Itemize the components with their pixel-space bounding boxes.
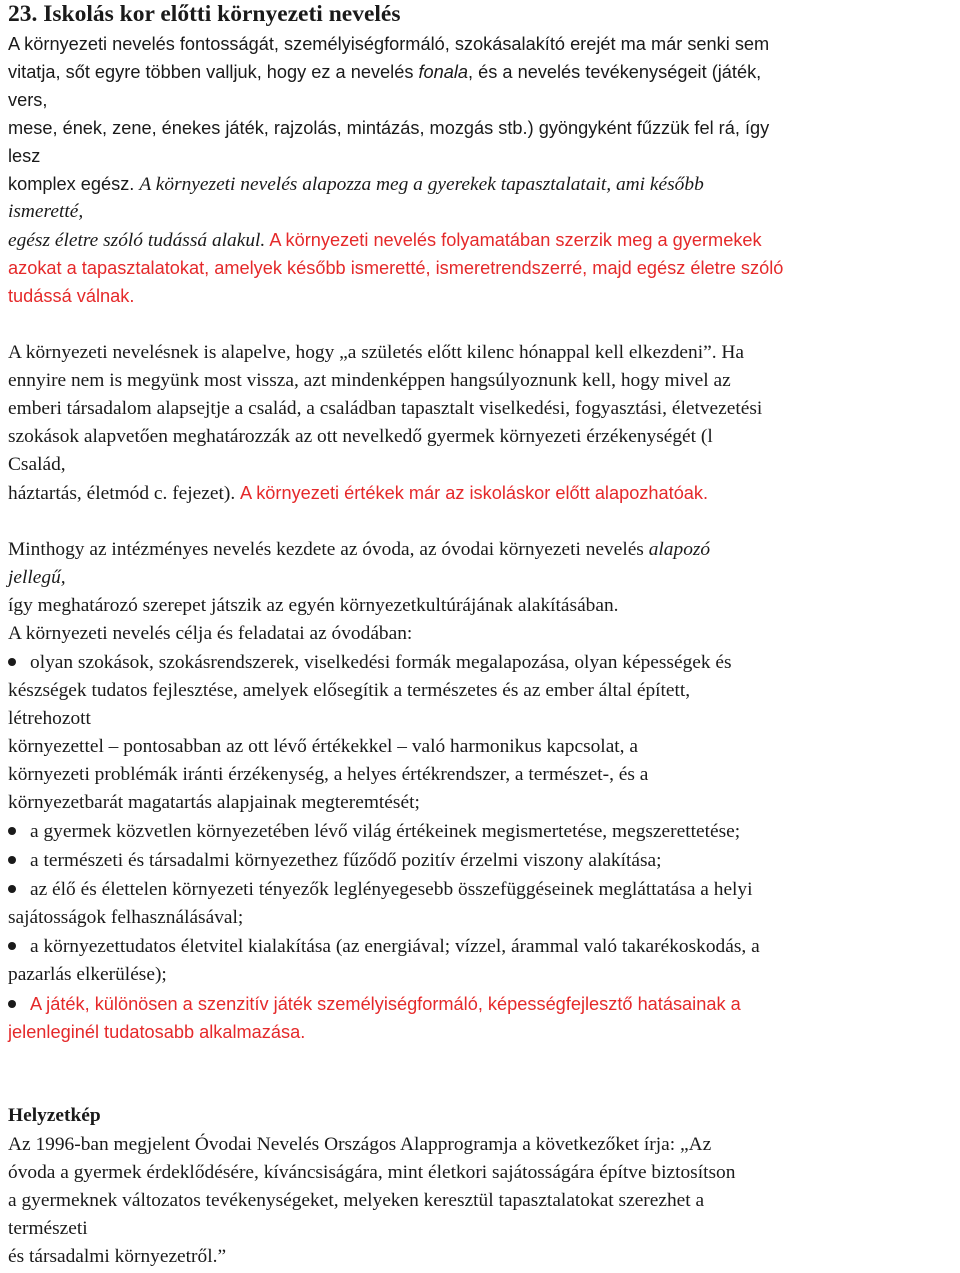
paragraph-2-line-3: emberi társadalom alapsejtje a család, a családban tapasztalt viselkedési, fogyasztási, életvezetési (8, 398, 763, 419)
italic-statement-end: egész életre szóló tudássá alakul. (8, 230, 266, 251)
bullet-4-line-1 (8, 876, 753, 904)
paragraph-2-line-2: ennyire nem is megyünk most vissza, azt mindenképpen hangsúlyoznunk kell, hogy mivel az (8, 370, 731, 391)
paragraph-2-line-6 (8, 479, 708, 508)
paragraph-1-line-10: tudássá válnak. (8, 286, 135, 306)
paragraph-1-line-1: A környezeti nevelés fontosságát, személyiségformáló, szokásalakító erejét ma már senki sem (8, 34, 770, 54)
paragraph-1-line-6 (8, 170, 704, 199)
paragraph-3-line-2: jellegű, (8, 567, 66, 588)
paragraph-1-line-7: ismeretté, (8, 201, 84, 222)
paragraph-1-line-2 (8, 58, 761, 86)
bullet-1-line-6: környezetbarát magatartás alapjainak megteremtését; (8, 792, 420, 813)
helyzetkep-line-5: és társadalmi környezetről.” (8, 1246, 227, 1267)
bullet-icon (8, 933, 30, 961)
paragraph-3-line-1 (8, 536, 710, 564)
bullet-text: az élő és élettelen környezeti tényezők leglényegesebb összefüggéseinek megláttatása a helyi (30, 879, 753, 900)
bullet-2 (8, 818, 740, 846)
text-run: vitatja, sőt egyre többen valljuk, hogy ez a nevelés (8, 62, 419, 82)
page-title: 23. Iskolás kor előtti környezeti nevelés (8, 1, 401, 27)
bullet-text: a környezettudatos életvitel kialakítása (az energiával; vízzel, árammal való takarékoskodás, a (30, 936, 760, 957)
bullet-4-line-2: sajátosságok felhasználásával; (8, 907, 244, 928)
helyzetkep-line-2: óvoda a gyermek érdeklődésére, kíváncsiságára, mint életkori sajátosságára építve biztosítson (8, 1162, 736, 1183)
red-statement: A környezeti értékek már az iskoláskor előtt alapozhatóak. (240, 483, 709, 503)
section-heading-helyzetkep: Helyzetkép (8, 1105, 101, 1126)
italic-statement: A környezeti nevelés alapozza meg a gyerekek tapasztalatait, ami később (139, 174, 704, 195)
text-run: komplex egész. (8, 174, 140, 194)
bullet-text: a gyermek közvetlen környezetében lévő világ értékeinek megismertetése, megszerettetése; (30, 821, 741, 842)
helyzetkep-line-1: Az 1996-ban megjelent Óvodai Nevelés Országos Alapprogramja a következőket írja: „Az (8, 1134, 712, 1155)
bullet-3 (8, 847, 662, 875)
bullet-text: a természeti és társadalmi környezethez fűződő pozitív érzelmi viszony alakítása; (30, 850, 662, 871)
paragraph-2-line-5: Család, (8, 454, 66, 475)
emphasis-fonala: fonala (418, 62, 469, 82)
bullet-1-line-1 (8, 649, 732, 677)
paragraph-1-line-8 (8, 226, 762, 255)
bullet-icon (8, 649, 30, 677)
paragraph-3-line-4: A környezeti nevelés célja és feladatai az óvodában: (8, 623, 413, 644)
helyzetkep-line-3: a gyermeknek változatos tevékenységeket, melyeken keresztül tapasztalatokat szerezhet a (8, 1190, 705, 1211)
bullet-5-line-2: pazarlás elkerülése); (8, 964, 167, 985)
helyzetkep-line-4: természeti (8, 1218, 88, 1239)
bullet-icon (8, 876, 30, 904)
bullet-1-line-2: készségek tudatos fejlesztése, amelyek elősegítik a természetes és az ember által épített, (8, 680, 691, 701)
paragraph-1-line-3: vers, (8, 90, 48, 110)
paragraph-1-line-4: mese, ének, zene, énekes játék, rajzolás, mintázás, mozgás stb.) gyöngyként fűzzük fel rá, így (8, 118, 770, 138)
bullet-icon (8, 818, 30, 846)
bullet-6-line-2: jelenleginél tudatosabb alkalmazása. (8, 1022, 306, 1042)
text-run: Minthogy az intézményes nevelés kezdete az óvoda, az óvodai környezeti nevelés (8, 539, 649, 560)
paragraph-3-line-3: így meghatározó szerepet játszik az egyén környezetkultúrájának alakításában. (8, 595, 619, 616)
bullet-5-line-1 (8, 933, 760, 961)
red-statement: A környezeti nevelés folyamatában szerzik meg a gyermekek (265, 230, 762, 250)
bullet-text: olyan szokások, szokásrendszerek, viselkedési formák megalapozása, olyan képességek és (30, 652, 732, 673)
bullet-icon (8, 847, 30, 875)
bullet-1-line-4: környezettel – pontosabban az ott lévő értékekkel – való harmonikus kapcsolat, a (8, 736, 638, 757)
paragraph-1-line-9: azokat a tapasztalatokat, amelyek később ismeretté, ismeretrendszerré, majd egész életre szóló (8, 258, 784, 278)
bullet-1-line-3: létrehozott (8, 708, 91, 729)
text-run: , és a nevelés tevékenységeit (játék, (468, 62, 762, 82)
bullet-icon (8, 991, 30, 1019)
bullet-1-line-5: környezeti problémák iránti érzékenység, a helyes értékrendszer, a természet-, és a (8, 764, 649, 785)
emphasis-alapozo: alapozó (648, 539, 711, 560)
paragraph-2-line-4: szokások alapvetően meghatározzák az ott nevelkedő gyermek környezeti érzékenységét (l (8, 426, 713, 447)
paragraph-2-line-1: A környezeti nevelésnek is alapelve, hogy „a születés előtt kilenc hónappal kell elkezdeni”. Ha (8, 342, 745, 363)
paragraph-1-line-5: lesz (8, 146, 41, 166)
bullet-text: A játék, különösen a szenzitív játék személyiségformáló, képességfejlesztő hatásainak a (30, 994, 741, 1014)
bullet-6-line-1 (8, 990, 741, 1019)
text-run: háztartás, életmód c. fejezet). (8, 483, 241, 504)
